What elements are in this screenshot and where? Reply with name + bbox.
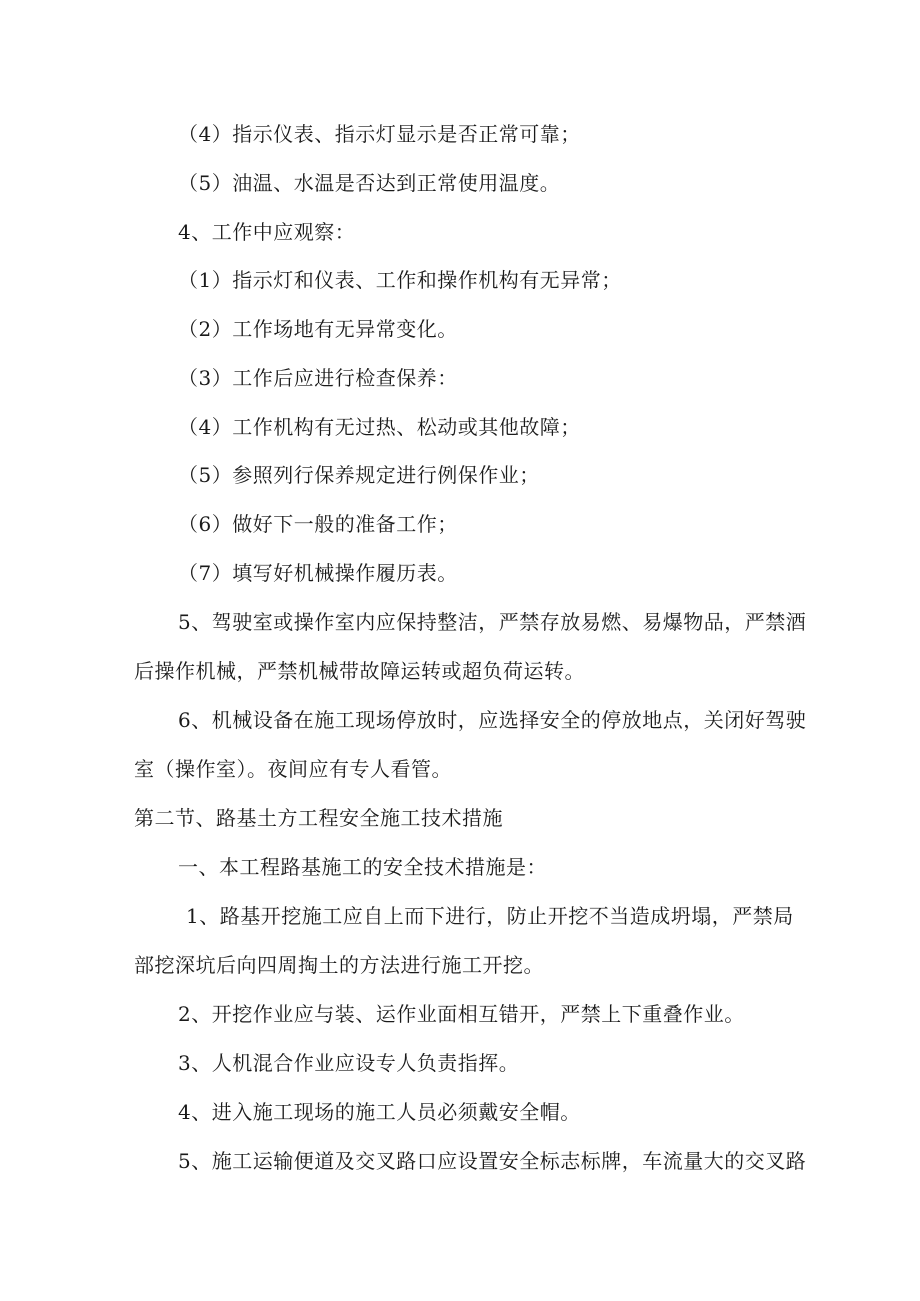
text-item-5-line-1: 5、施工运输便道及交叉路口应设置安全标志标牌，车流量大的交叉路 [178,1149,807,1173]
subsection-heading: 一、本工程路基施工的安全技术措施是： [178,855,547,879]
text-line-6-preparation: （6）做好下一般的准备工作； [178,512,458,536]
text-line-2-site-changes: （2）工作场地有无异常变化。 [178,317,458,341]
text-line-7-record: （7）填写好机械操作履历表。 [178,561,458,585]
text-line-4-overheating: （4）工作机构有无过热、松动或其他故障； [178,415,581,439]
text-paragraph-5-line-2: 后操作机械，严禁机械带故障运转或超负荷运转。 [134,659,585,683]
text-paragraph-6-line-2: 室（操作室）。夜间应有专人看管。 [134,757,452,781]
text-item-2: 2、开挖作业应与装、运作业面相互错开，严禁上下重叠作业。 [178,1002,745,1026]
text-line-3-maintenance: （3）工作后应进行检查保养： [178,366,458,390]
text-paragraph-6-line-1: 6、机械设备在施工现场停放时，应选择安全的停放地点，关闭好驾驶 [178,708,807,732]
text-line-observe-during-work: 4、工作中应观察： [178,220,356,244]
text-item-3: 3、人机混合作业应设专人负责指挥。 [178,1051,520,1075]
text-line-1-indicators: （1）指示灯和仪表、工作和操作机构有无异常； [178,268,622,292]
text-line-5-temperature-check: （5）油温、水温是否达到正常使用温度。 [178,171,561,195]
text-line-5-routine-maintenance: （5）参照列行保养规定进行例保作业； [178,463,540,487]
section-heading: 第二节、路基土方工程安全施工技术措施 [134,806,503,830]
text-item-4: 4、进入施工现场的施工人员必须戴安全帽。 [178,1100,581,1124]
text-item-1-line-1: 1、路基开挖施工应自上而下进行，防止开挖不当造成坍塌，严禁局 [186,904,794,928]
text-line-4-instrument-check: （4）指示仪表、指示灯显示是否正常可靠； [178,122,581,146]
text-item-1-line-2: 部挖深坑后向四周掏土的方法进行施工开挖。 [134,953,544,977]
text-paragraph-5-line-1: 5、驾驶室或操作室内应保持整洁，严禁存放易燃、易爆物品，严禁酒 [178,610,807,634]
